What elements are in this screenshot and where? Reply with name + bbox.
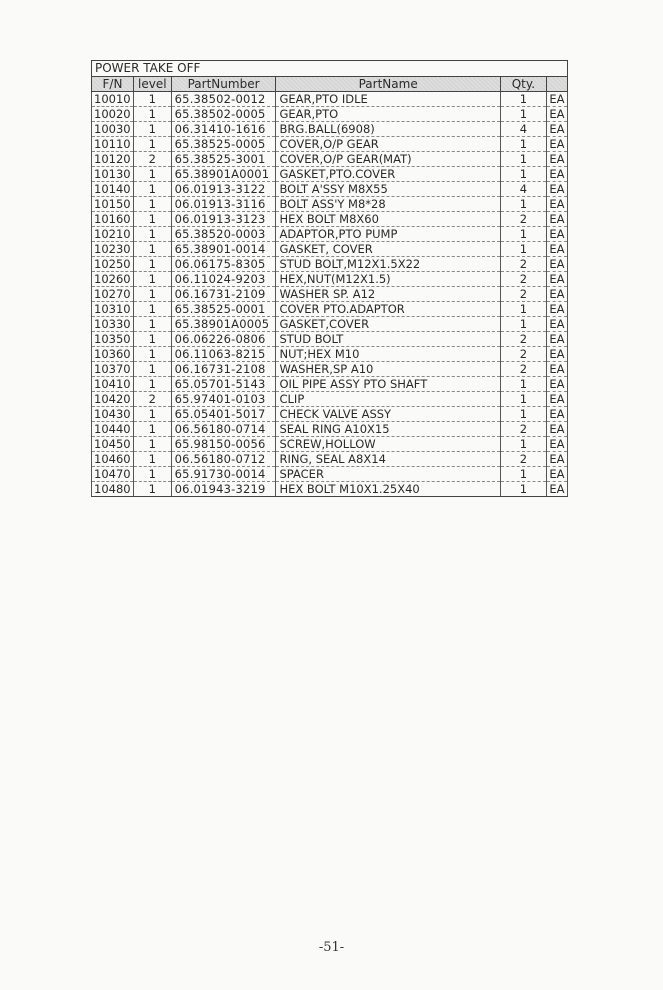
column-header-unit: [546, 77, 567, 92]
cell-fn: 10410: [92, 377, 134, 392]
cell-part-number: 06.31410-1616: [171, 122, 276, 137]
cell-qty: 1: [500, 302, 546, 317]
table-row: [92, 92, 568, 107]
cell-level: 1: [133, 242, 171, 257]
cell-fn: 10260: [92, 272, 134, 287]
cell-part-number: 65.97401-0103: [171, 392, 276, 407]
cell-unit: EA: [546, 242, 567, 257]
cell-level: 2: [133, 152, 171, 167]
cell-unit: EA: [546, 107, 567, 122]
cell-fn: 10110: [92, 137, 134, 152]
cell-unit: EA: [546, 287, 567, 302]
cell-part-name: SEAL RING A10X15: [276, 422, 500, 437]
table-row: [92, 152, 568, 167]
cell-part-number: 65.38901A0005: [171, 317, 276, 332]
cell-unit: EA: [546, 257, 567, 272]
cell-unit: EA: [546, 332, 567, 347]
cell-part-number: 06.06175-8305: [171, 257, 276, 272]
cell-level: 1: [133, 467, 171, 482]
cell-part-number: 06.01913-3123: [171, 212, 276, 227]
cell-level: 1: [133, 272, 171, 287]
table-header-row: [92, 77, 568, 92]
column-header-level: level: [133, 77, 171, 92]
cell-qty: 1: [500, 482, 546, 497]
table-row: [92, 257, 568, 272]
cell-unit: EA: [546, 302, 567, 317]
cell-level: 1: [133, 362, 171, 377]
cell-level: 1: [133, 212, 171, 227]
cell-fn: 10370: [92, 362, 134, 377]
cell-part-name: COVER PTO.ADAPTOR: [276, 302, 500, 317]
table-row: [92, 362, 568, 377]
cell-fn: 10270: [92, 287, 134, 302]
cell-qty: 1: [500, 437, 546, 452]
table-row: [92, 452, 568, 467]
cell-part-name: BRG.BALL(6908): [276, 122, 500, 137]
cell-part-number: 65.38502-0012: [171, 92, 276, 107]
cell-fn: 10010: [92, 92, 134, 107]
cell-part-number: 06.16731-2109: [171, 287, 276, 302]
cell-level: 1: [133, 122, 171, 137]
cell-fn: 10150: [92, 197, 134, 212]
cell-qty: 2: [500, 287, 546, 302]
cell-fn: 10120: [92, 152, 134, 167]
cell-unit: EA: [546, 467, 567, 482]
cell-unit: EA: [546, 122, 567, 137]
cell-fn: 10020: [92, 107, 134, 122]
table-row: [92, 437, 568, 452]
cell-part-number: 65.38525-0001: [171, 302, 276, 317]
cell-fn: 10430: [92, 407, 134, 422]
cell-part-name: WASHER SP. A12: [276, 287, 500, 302]
cell-qty: 4: [500, 122, 546, 137]
cell-part-name: HEX BOLT M8X60: [276, 212, 500, 227]
cell-level: 1: [133, 197, 171, 212]
cell-level: 1: [133, 422, 171, 437]
table-row: [92, 227, 568, 242]
cell-fn: 10310: [92, 302, 134, 317]
cell-part-number: 06.01943-3219: [171, 482, 276, 497]
cell-unit: EA: [546, 347, 567, 362]
cell-fn: 10450: [92, 437, 134, 452]
cell-level: 1: [133, 347, 171, 362]
cell-part-name: ADAPTOR,PTO PUMP: [276, 227, 500, 242]
parts-table-body: [92, 92, 568, 497]
cell-part-name: WASHER,SP A10: [276, 362, 500, 377]
cell-part-number: 06.56180-0714: [171, 422, 276, 437]
cell-part-name: CLIP: [276, 392, 500, 407]
table-row: [92, 407, 568, 422]
cell-part-name: GEAR,PTO IDLE: [276, 92, 500, 107]
cell-unit: EA: [546, 182, 567, 197]
cell-part-name: GASKET, COVER: [276, 242, 500, 257]
cell-level: 1: [133, 227, 171, 242]
table-row: [92, 182, 568, 197]
cell-qty: 1: [500, 152, 546, 167]
cell-part-number: 65.38901A0001: [171, 167, 276, 182]
cell-part-name: CHECK VALVE ASSY: [276, 407, 500, 422]
cell-level: 1: [133, 452, 171, 467]
cell-fn: 10440: [92, 422, 134, 437]
cell-unit: EA: [546, 92, 567, 107]
cell-qty: 2: [500, 452, 546, 467]
cell-part-number: 65.98150-0056: [171, 437, 276, 452]
cell-qty: 1: [500, 242, 546, 257]
cell-level: 1: [133, 437, 171, 452]
table-title-row: [92, 61, 568, 77]
cell-unit: EA: [546, 227, 567, 242]
cell-part-number: 06.11063-8215: [171, 347, 276, 362]
cell-fn: 10470: [92, 467, 134, 482]
table-row: [92, 212, 568, 227]
cell-unit: EA: [546, 482, 567, 497]
cell-qty: 2: [500, 212, 546, 227]
cell-part-name: COVER,O/P GEAR(MAT): [276, 152, 500, 167]
cell-qty: 1: [500, 137, 546, 152]
table-row: [92, 137, 568, 152]
cell-part-name: BOLT A'SSY M8X55: [276, 182, 500, 197]
cell-fn: 10480: [92, 482, 134, 497]
cell-unit: EA: [546, 272, 567, 287]
table-row: [92, 287, 568, 302]
table-row: [92, 242, 568, 257]
parts-table: [91, 60, 568, 497]
table-row: [92, 167, 568, 182]
cell-unit: EA: [546, 437, 567, 452]
table-row: [92, 197, 568, 212]
column-header-part-number: PartNumber: [171, 77, 276, 92]
cell-qty: 1: [500, 167, 546, 182]
cell-part-name: OIL PIPE ASSY PTO SHAFT: [276, 377, 500, 392]
column-header-qty: Qty.: [500, 77, 546, 92]
cell-unit: EA: [546, 212, 567, 227]
cell-unit: EA: [546, 317, 567, 332]
cell-part-number: 06.11024-9203: [171, 272, 276, 287]
cell-fn: 10420: [92, 392, 134, 407]
cell-level: 1: [133, 92, 171, 107]
cell-unit: EA: [546, 392, 567, 407]
cell-part-number: 06.06226-0806: [171, 332, 276, 347]
cell-fn: 10030: [92, 122, 134, 137]
cell-level: 1: [133, 302, 171, 317]
cell-qty: 1: [500, 377, 546, 392]
cell-unit: EA: [546, 452, 567, 467]
table-row: [92, 302, 568, 317]
cell-unit: EA: [546, 152, 567, 167]
table-row: [92, 377, 568, 392]
cell-unit: EA: [546, 407, 567, 422]
page-number: -51-: [318, 940, 345, 955]
cell-part-number: 65.38525-0005: [171, 137, 276, 152]
cell-qty: 1: [500, 107, 546, 122]
cell-fn: 10330: [92, 317, 134, 332]
cell-part-number: 06.01913-3122: [171, 182, 276, 197]
table-row: [92, 482, 568, 497]
cell-part-name: HEX BOLT M10X1.25X40: [276, 482, 500, 497]
cell-part-number: 65.38502-0005: [171, 107, 276, 122]
cell-part-name: GASKET,COVER: [276, 317, 500, 332]
table-row: [92, 467, 568, 482]
cell-qty: 2: [500, 362, 546, 377]
cell-part-name: STUD BOLT: [276, 332, 500, 347]
cell-level: 1: [133, 182, 171, 197]
cell-part-name: SPACER: [276, 467, 500, 482]
cell-unit: EA: [546, 377, 567, 392]
cell-unit: EA: [546, 362, 567, 377]
cell-fn: 10210: [92, 227, 134, 242]
cell-part-number: 06.56180-0712: [171, 452, 276, 467]
cell-level: 1: [133, 482, 171, 497]
table-row: [92, 422, 568, 437]
table-row: [92, 392, 568, 407]
cell-part-number: 65.38520-0003: [171, 227, 276, 242]
cell-level: 1: [133, 287, 171, 302]
column-header-part-name: PartName: [276, 77, 500, 92]
cell-fn: 10460: [92, 452, 134, 467]
cell-fn: 10360: [92, 347, 134, 362]
cell-part-name: NUT;HEX M10: [276, 347, 500, 362]
cell-level: 1: [133, 377, 171, 392]
cell-level: 1: [133, 137, 171, 152]
cell-qty: 1: [500, 92, 546, 107]
cell-part-name: COVER,O/P GEAR: [276, 137, 500, 152]
table-row: [92, 317, 568, 332]
cell-qty: 2: [500, 272, 546, 287]
column-header-fn: F/N: [92, 77, 134, 92]
cell-level: 1: [133, 107, 171, 122]
cell-qty: 1: [500, 392, 546, 407]
cell-part-number: 06.01913-3116: [171, 197, 276, 212]
cell-part-name: STUD BOLT,M12X1.5X22: [276, 257, 500, 272]
cell-fn: 10160: [92, 212, 134, 227]
cell-unit: EA: [546, 422, 567, 437]
cell-qty: 1: [500, 227, 546, 242]
cell-qty: 2: [500, 257, 546, 272]
cell-level: 2: [133, 392, 171, 407]
cell-qty: 1: [500, 467, 546, 482]
cell-part-name: RING, SEAL A8X14: [276, 452, 500, 467]
cell-qty: 1: [500, 317, 546, 332]
cell-part-name: BOLT ASS'Y M8*28: [276, 197, 500, 212]
cell-fn: 10140: [92, 182, 134, 197]
cell-part-name: GASKET,PTO.COVER: [276, 167, 500, 182]
cell-level: 1: [133, 332, 171, 347]
cell-unit: EA: [546, 137, 567, 152]
cell-level: 1: [133, 257, 171, 272]
cell-qty: 4: [500, 182, 546, 197]
table-row: [92, 122, 568, 137]
cell-qty: 1: [500, 197, 546, 212]
cell-fn: 10230: [92, 242, 134, 257]
cell-qty: 1: [500, 407, 546, 422]
cell-part-number: 06.16731-2108: [171, 362, 276, 377]
cell-unit: EA: [546, 197, 567, 212]
section-title: POWER TAKE OFF: [92, 61, 568, 77]
table-row: [92, 332, 568, 347]
cell-qty: 2: [500, 422, 546, 437]
table-row: [92, 272, 568, 287]
cell-part-name: GEAR,PTO: [276, 107, 500, 122]
cell-level: 1: [133, 167, 171, 182]
table-row: [92, 107, 568, 122]
cell-level: 1: [133, 317, 171, 332]
cell-fn: 10350: [92, 332, 134, 347]
cell-qty: 2: [500, 332, 546, 347]
cell-part-number: 65.91730-0014: [171, 467, 276, 482]
cell-qty: 2: [500, 347, 546, 362]
cell-part-number: 65.05701-5143: [171, 377, 276, 392]
cell-part-name: HEX,NUT(M12X1.5): [276, 272, 500, 287]
cell-level: 1: [133, 407, 171, 422]
cell-fn: 10250: [92, 257, 134, 272]
cell-part-number: 65.05401-5017: [171, 407, 276, 422]
cell-part-number: 65.38525-3001: [171, 152, 276, 167]
cell-unit: EA: [546, 167, 567, 182]
cell-part-number: 65.38901-0014: [171, 242, 276, 257]
cell-fn: 10130: [92, 167, 134, 182]
table-row: [92, 347, 568, 362]
cell-part-name: SCREW,HOLLOW: [276, 437, 500, 452]
